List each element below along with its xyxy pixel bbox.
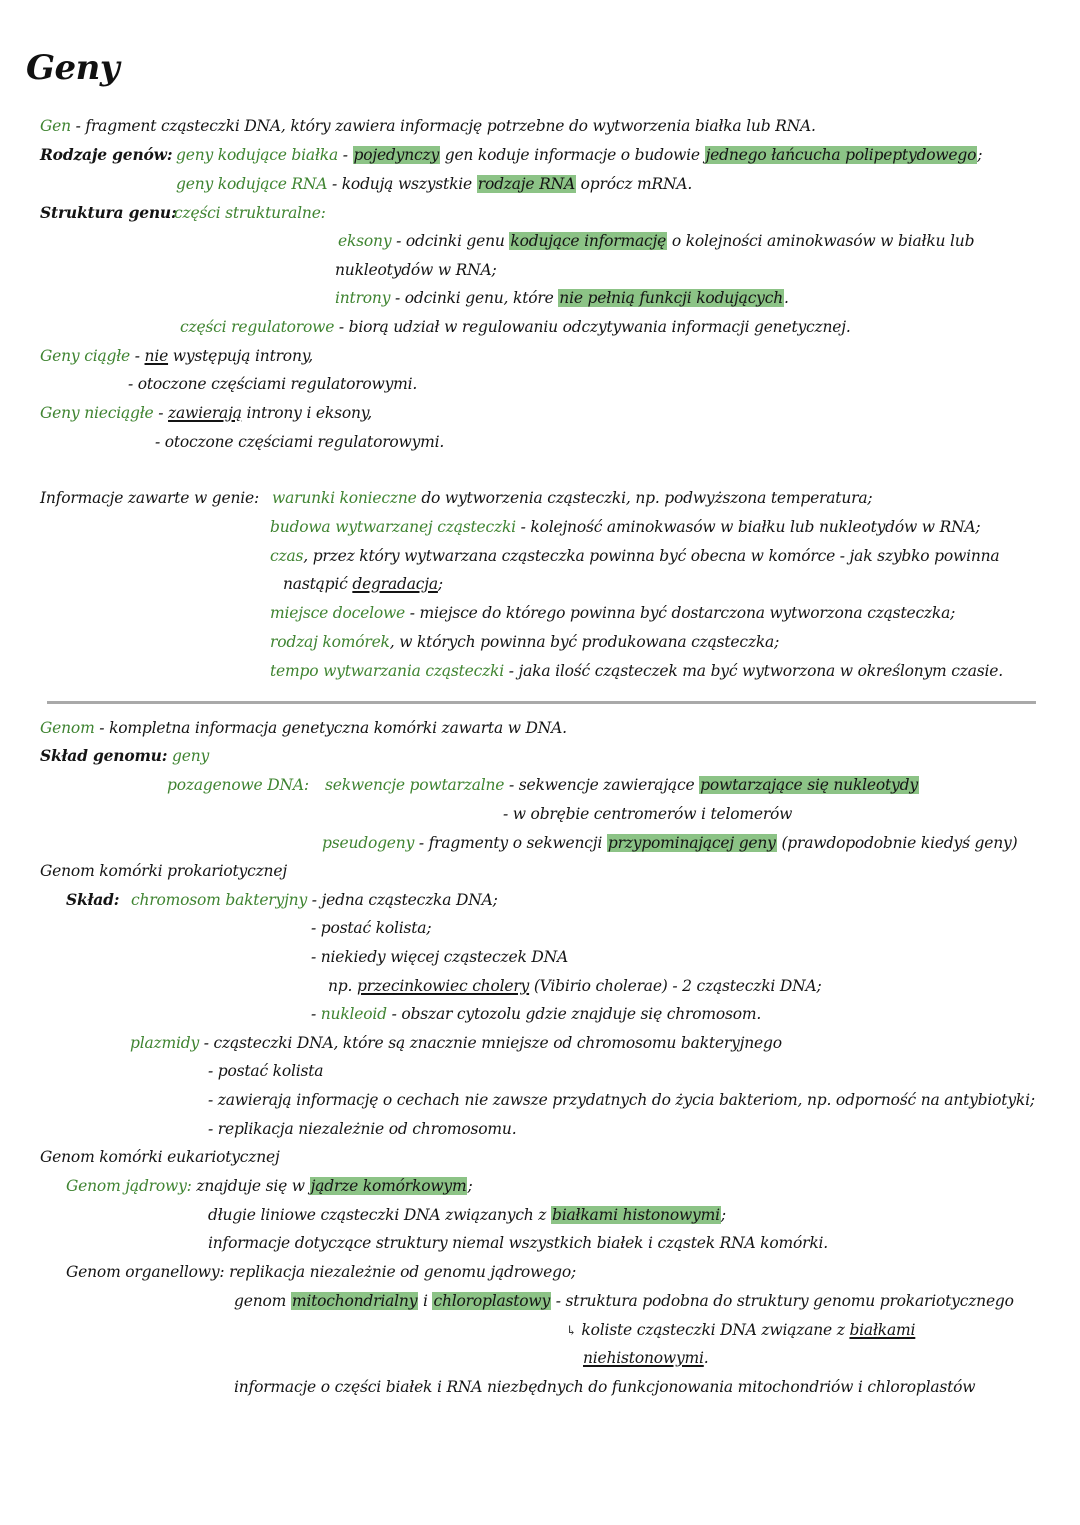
organellar-genome-line5: informacje o części białek i RNA niezbędnych do funkcjonowania mitochondriów i chloroplastów [234, 1378, 976, 1396]
text: oprócz mRNA. [575, 175, 693, 193]
genome-composition-label: Skład genomu: [40, 746, 168, 765]
text: - miejsce do którego powinna być dostarczona wytworzona cząsteczka; [405, 604, 956, 622]
extragenic-dna-label: pozagenowe DNA: [167, 776, 309, 794]
text: - obszar cytozolu gdzie znajduje się chromosom. [386, 1005, 762, 1023]
text: - fragmenty o sekwencji [414, 834, 607, 852]
highlight: przypominającej geny [607, 834, 776, 852]
info-time [270, 546, 999, 566]
organellar-genome-line3 [566, 1320, 915, 1342]
repeat-sequences [325, 775, 919, 795]
highlight: nie pełnią funkcji kodujących [559, 289, 783, 307]
prokaryotic-title: Genom komórki prokariotycznej [40, 862, 287, 880]
organellar-genome-line2 [234, 1291, 1014, 1311]
text: . [703, 1349, 709, 1367]
text: - [153, 404, 169, 422]
exons-line2: nukleotydów w RNA; [335, 261, 497, 279]
term: Genom jądrowy: [66, 1177, 192, 1195]
underline: białkami [849, 1321, 916, 1339]
text: genom [234, 1292, 291, 1310]
term: nukleoid [320, 1005, 387, 1023]
arrow-icon: ↳ [566, 1324, 577, 1339]
term: rodzaj komórek [270, 633, 390, 651]
text: znajduje się w [191, 1177, 310, 1195]
organellar-genome [66, 1262, 576, 1282]
underline: nie [144, 347, 169, 365]
text: i [418, 1292, 433, 1310]
text: - odcinki genu, które [390, 289, 559, 307]
info-cell-type [270, 632, 779, 652]
text: nastąpić [283, 575, 353, 593]
text: ; [720, 1206, 726, 1224]
text: replikacja niezależnie od genomu jądrowego; [224, 1263, 576, 1281]
term: Genom [40, 719, 95, 737]
term: geny kodujące białka [176, 146, 338, 164]
text: ; [437, 575, 443, 593]
bacterial-chromosome [131, 890, 498, 910]
text: - fragment cząsteczki DNA, który zawiera informację potrzebne do wytworzenia białka lub RNA. [70, 117, 816, 135]
highlight: mitochondrialny [291, 1292, 418, 1310]
plasmids [130, 1033, 782, 1053]
text: ; [467, 1177, 473, 1195]
text: - kompletna informacja genetyczna komórki zawarta w DNA. [94, 719, 567, 737]
term: warunki konieczne [272, 489, 417, 507]
term: budowa wytwarzanej cząsteczki [270, 518, 516, 536]
nuclear-genome-line2 [208, 1205, 726, 1225]
term: części regulatorowe [180, 318, 335, 336]
term: pseudogeny [322, 834, 415, 852]
term: geny kodujące RNA [176, 175, 328, 193]
discontinuous-genes [40, 403, 372, 423]
info-time-line2 [283, 574, 443, 594]
info-rate [270, 661, 1003, 681]
underline: niehistonowymi [583, 1349, 704, 1367]
text: (Vibirio cholerae) - 2 cząsteczki DNA; [529, 977, 822, 995]
continuous-genes [40, 346, 313, 366]
chromosome-point-3: - niekiedy więcej cząsteczek DNA [311, 948, 568, 966]
highlight: kodujące informację [510, 232, 667, 250]
genome-genes: geny [172, 747, 210, 765]
text: - [311, 1005, 321, 1023]
text: np. [328, 977, 357, 995]
text: , w których powinna być produkowana cząsteczka; [389, 633, 780, 651]
text: (prawdopodobnie kiedyś geny) [776, 834, 1018, 852]
text: o kolejności aminokwasów w białku lub [667, 232, 975, 250]
protein-coding-genes [176, 145, 982, 165]
highlight: rodzaje RNA [477, 175, 575, 193]
introns [335, 288, 789, 308]
eukaryotic-title: Genom komórki eukariotycznej [40, 1148, 280, 1166]
text: - biorą udział w regulowaniu odczytywania informacji genetycznej. [334, 318, 851, 336]
gene-structure-label: Struktura genu: [40, 203, 177, 222]
term: Genom organellowy: [66, 1263, 225, 1281]
nuclear-genome [66, 1176, 473, 1196]
term: czas [270, 547, 304, 565]
text: ; [977, 146, 983, 164]
text: - struktura podobna do struktury genomu prokariotycznego [551, 1292, 1014, 1310]
pseudogenes [322, 833, 1017, 853]
text: - jedna cząsteczka DNA; [307, 891, 498, 909]
regulatory-parts [180, 317, 851, 337]
text: koliste cząsteczki DNA związane z [576, 1321, 850, 1339]
text: gen koduje informacje o budowie [440, 146, 705, 164]
term: introny [335, 289, 391, 307]
organellar-genome-line4 [583, 1348, 709, 1368]
text: introny i eksony, [241, 404, 372, 422]
highlight: białkami histonowymi [552, 1206, 720, 1224]
chromosome-point-5 [311, 1004, 761, 1024]
text: - [338, 146, 353, 164]
term: chromosom bakteryjny [131, 891, 308, 909]
info-destination [270, 603, 955, 623]
term: tempo wytwarzania cząsteczki [270, 662, 505, 680]
discontinuous-genes-line2: - otoczone częściami regulatorowymi. [155, 433, 445, 451]
info-conditions [272, 488, 872, 508]
section-divider [47, 701, 1036, 704]
text: . [784, 289, 789, 307]
text: - jaka ilość cząsteczek ma być wytworzona w określonym czasie. [504, 662, 1003, 680]
gene-types-label: Rodzaje genów: [40, 145, 173, 164]
continuous-genes-line2: - otoczone częściami regulatorowymi. [128, 375, 418, 393]
gene-definition [40, 116, 816, 136]
highlight: pojedynczy [353, 146, 439, 164]
structural-parts-label: części strukturalne: [174, 204, 326, 222]
text: długie liniowe cząsteczki DNA związanych z [208, 1206, 552, 1224]
highlight: jednego łańcucha polipeptydowego [705, 146, 977, 164]
text: - cząsteczki DNA, które są znacznie mniejsze od chromosomu bakteryjnego [199, 1034, 782, 1052]
text: występują introny, [168, 347, 313, 365]
text: do wytworzenia cząsteczki, np. podwyższona temperatura; [416, 489, 873, 507]
repeat-sequences-line2: - w obrębie centromerów i telomerów [503, 805, 793, 823]
highlight: chloroplastowy [433, 1292, 551, 1310]
highlight: powtarzające się nukleotydy [700, 776, 918, 794]
term: Geny nieciągłe [40, 404, 154, 422]
term: Geny ciągłe [40, 347, 131, 365]
underline: degradacja [352, 575, 438, 593]
text: - odcinki genu [391, 232, 510, 250]
prokaryotic-composition-label: Skład: [66, 890, 120, 909]
info-structure [270, 517, 980, 537]
text: - kolejność aminokwasów w białku lub nukleotydów w RNA; [515, 518, 981, 536]
nuclear-genome-line3: informacje dotyczące struktury niemal wszystkich białek i cząstek RNA komórki. [208, 1234, 829, 1252]
exons [338, 231, 974, 251]
chromosome-point-2: - postać kolista; [311, 919, 432, 937]
highlight: jądrze komórkowym [310, 1177, 467, 1195]
genome-definition [40, 718, 567, 738]
text: - kodują wszystkie [327, 175, 477, 193]
term: sekwencje powtarzalne [325, 776, 505, 794]
text: - [130, 347, 145, 365]
rna-coding-genes [176, 174, 692, 194]
term: Gen [40, 117, 71, 135]
term: plazmidy [130, 1034, 200, 1052]
plasmids-point-4: - replikacja niezależnie od chromosomu. [208, 1120, 517, 1138]
term: miejsce docelowe [270, 604, 406, 622]
info-label: Informacje zawarte w genie: [40, 489, 259, 507]
underline: zawierają [168, 404, 242, 422]
text: - sekwencje zawierające [504, 776, 700, 794]
plasmids-point-3: - zawierają informację o cechach nie zawsze przydatnych do życia bakteriom, np. odporność na antybiotyki; [208, 1091, 1035, 1109]
chromosome-point-4 [328, 976, 822, 996]
plasmids-point-2: - postać kolista [208, 1062, 324, 1080]
underline: przecinkowiec cholery [356, 977, 530, 995]
term: eksony [338, 232, 392, 250]
page-title: Geny [26, 48, 120, 88]
text: , przez który wytwarzana cząsteczka powinna być obecna w komórce - jak szybko powinna [303, 547, 1000, 565]
